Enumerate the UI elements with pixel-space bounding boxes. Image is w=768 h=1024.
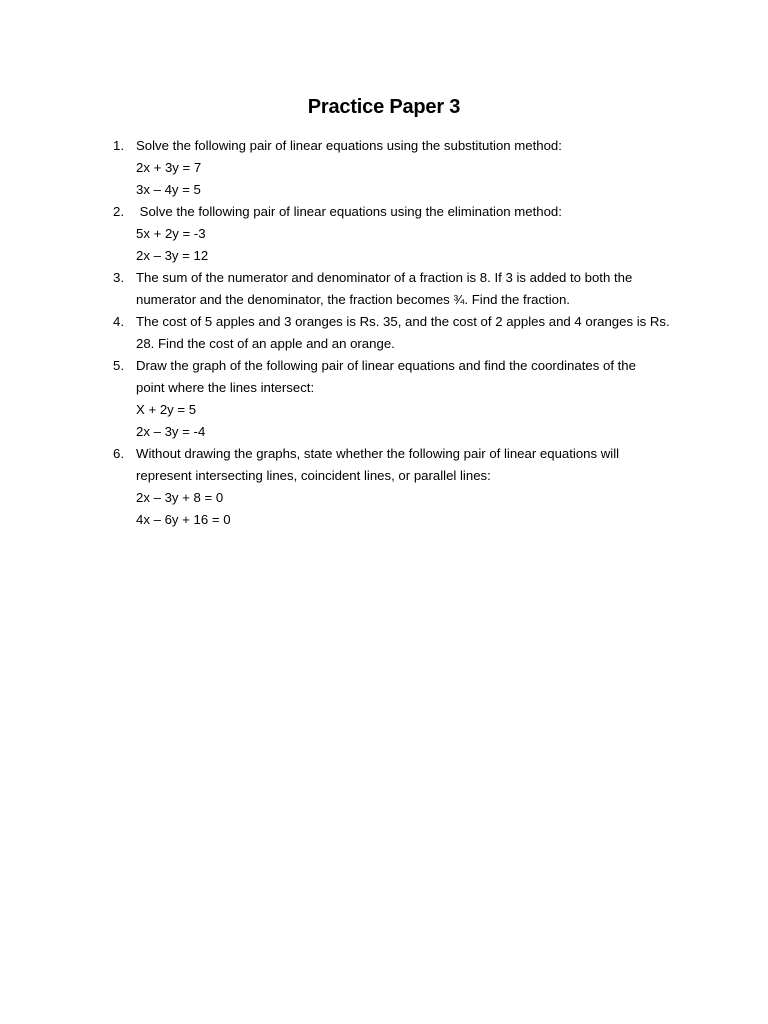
question-text: point where the lines intersect: (136, 380, 315, 395)
question-number: 2. (113, 204, 124, 219)
question-5 (108, 355, 688, 443)
question-number: 6. (113, 446, 124, 461)
question-number: 4. (113, 314, 124, 329)
question-number: 3. (113, 270, 124, 285)
equation-line: X + 2y = 5 (136, 402, 197, 417)
question-6 (108, 443, 688, 531)
question-list (108, 135, 688, 531)
question-text: Solve the following pair of linear equations using the elimination method: (136, 204, 562, 219)
question-text: Solve the following pair of linear equations using the substitution method: (136, 138, 562, 153)
equation-line: 5x + 2y = -3 (136, 226, 206, 241)
page-title: Practice Paper 3 (307, 96, 461, 118)
question-text: The cost of 5 apples and 3 oranges is Rs. 35, and the cost of 2 apples and 4 oranges is Rs. (136, 314, 670, 329)
equation-line: 2x – 3y = 12 (136, 248, 209, 263)
question-2 (108, 201, 688, 267)
question-number: 5. (113, 358, 124, 373)
question-3 (108, 267, 688, 311)
question-text: numerator and the denominator, the fraction becomes ¾. Find the fraction. (136, 292, 570, 307)
question-text: The sum of the numerator and denominator of a fraction is 8. If 3 is added to both the (136, 270, 633, 285)
question-number: 1. (113, 138, 124, 153)
question-text: 28. Find the cost of an apple and an orange. (136, 336, 395, 351)
question-4 (108, 311, 688, 355)
question-text: represent intersecting lines, coincident lines, or parallel lines: (136, 468, 491, 483)
question-1 (108, 135, 688, 201)
equation-line: 2x – 3y = -4 (136, 424, 206, 439)
equation-line: 2x – 3y + 8 = 0 (136, 490, 224, 505)
equation-line: 4x – 6y + 16 = 0 (136, 512, 231, 527)
equation-line: 2x + 3y = 7 (136, 160, 202, 175)
question-text: Draw the graph of the following pair of linear equations and find the coordinates of the (136, 358, 636, 373)
question-text: Without drawing the graphs, state whether the following pair of linear equations will (136, 446, 620, 461)
equation-line: 3x – 4y = 5 (136, 182, 201, 197)
